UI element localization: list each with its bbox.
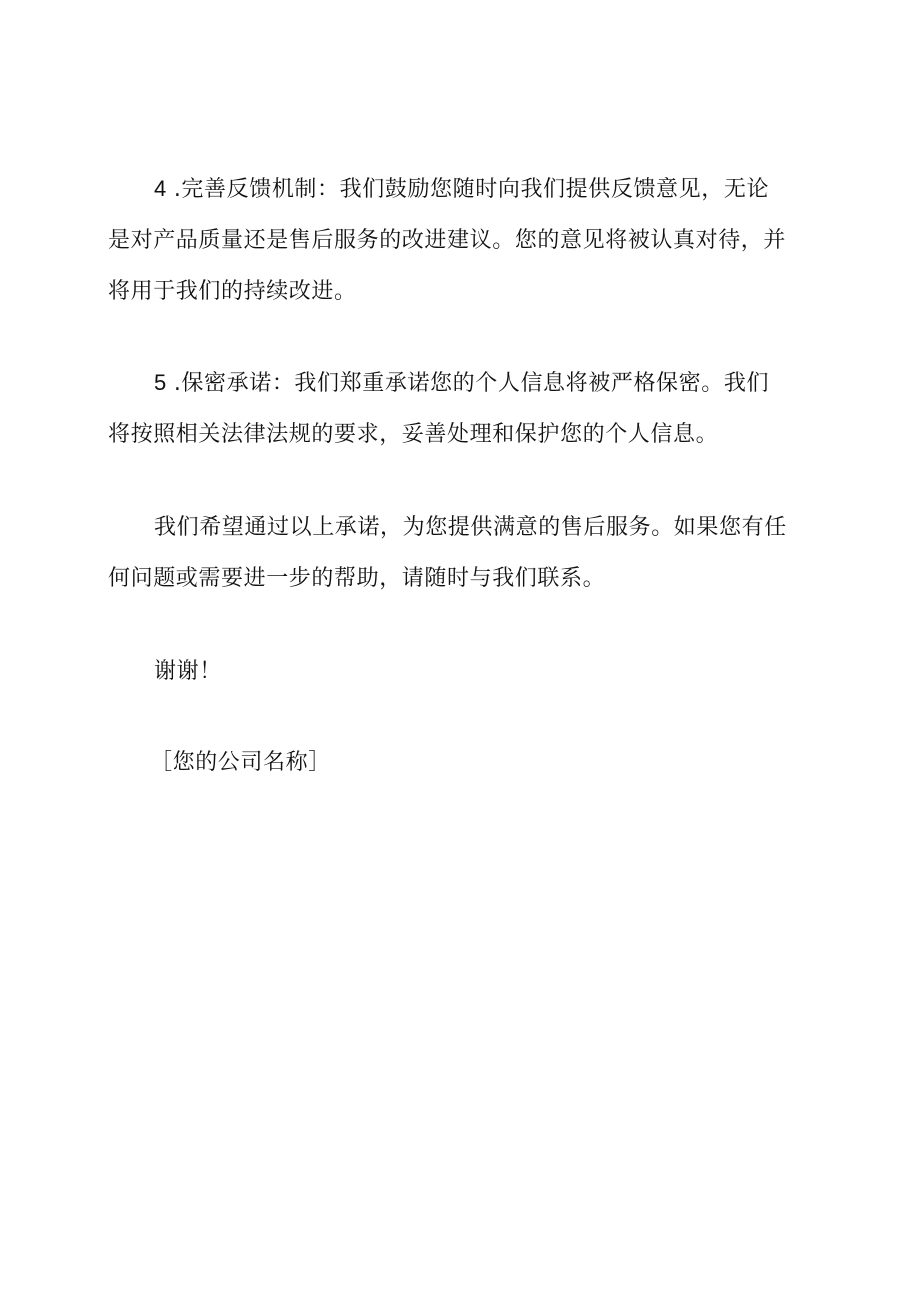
paragraph-line: 我们希望通过以上承诺，为您提供满意的售后服务。如果您有任	[154, 515, 787, 540]
paragraph-line: 是对产品质量还是售后服务的改进建议。您的意见将被认真对待，并	[108, 228, 787, 253]
paragraph-text: .完善反馈机制：我们鼓励您随时向我们提供反馈意见，无论	[173, 177, 770, 202]
paragraph-item-5	[108, 357, 808, 460]
item-number: 4	[154, 176, 167, 201]
closing-paragraph	[108, 502, 808, 604]
company-name-text: ［您的公司名称］	[150, 750, 331, 775]
thanks-text: 谢谢！	[154, 659, 222, 684]
thanks-line	[108, 646, 808, 697]
paragraph-text: .保密承诺：我们郑重承诺您的个人信息将被严格保密。我们	[173, 371, 770, 396]
paragraph-line: 将按照相关法律法规的要求，妥善处理和保护您的个人信息。	[108, 422, 719, 447]
paragraph-line: 何问题或需要进一步的帮助，请随时与我们联系。	[108, 566, 606, 591]
paragraph-line	[108, 163, 808, 215]
paragraph-line: 将用于我们的持续改进。	[108, 279, 357, 304]
item-number: 5	[154, 370, 167, 395]
company-name-placeholder	[108, 737, 808, 788]
paragraph-item-4	[108, 163, 808, 317]
paragraph-line	[108, 357, 808, 409]
